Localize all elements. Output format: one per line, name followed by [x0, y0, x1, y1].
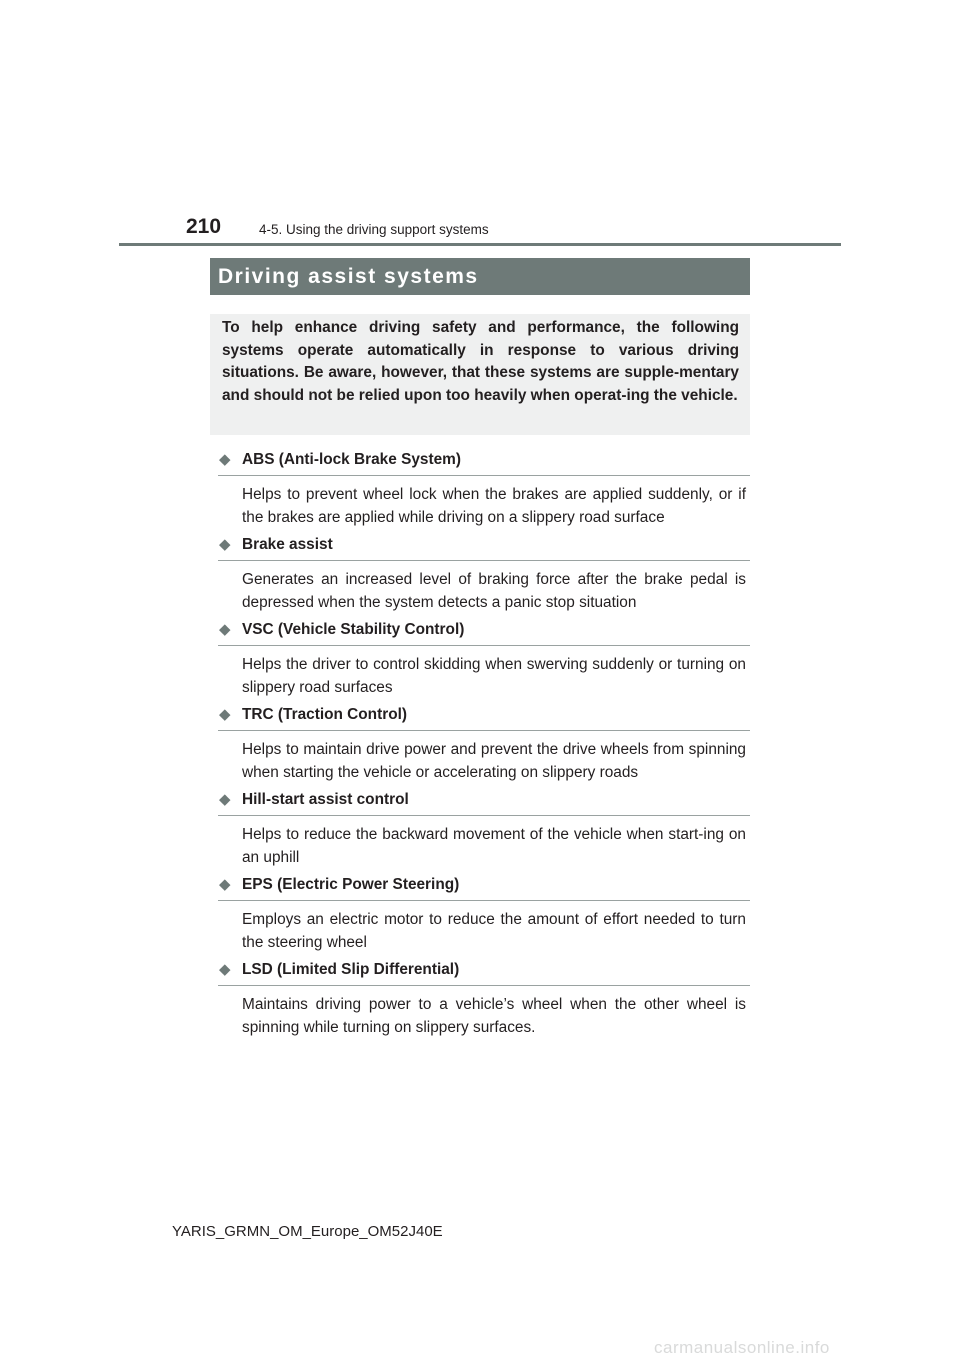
feature-description: Employs an electric motor to reduce the amount of effort needed to turn the steering wheel [242, 911, 746, 951]
diamond-bullet-icon: ◆ [219, 451, 231, 468]
page-title: Driving assist systems [218, 265, 479, 288]
feature-hill-start [218, 791, 750, 869]
feature-title: Hill-start assist control [242, 791, 409, 808]
diamond-bullet-icon: ◆ [219, 536, 231, 553]
feature-brake-assist [218, 536, 750, 614]
diamond-bullet-icon: ◆ [219, 876, 231, 893]
diamond-bullet-icon: ◆ [219, 621, 231, 638]
feature-title: TRC (Traction Control) [242, 706, 408, 723]
intro-text: To help enhance driving safety and performance, the following systems operate automatically in response to various driving situations. Be aware, however, that these systems are supple-mentary and should not be relied upon too heavily when operat-ing the vehicle. [222, 319, 739, 404]
feature-heading [218, 451, 750, 476]
diamond-bullet-icon: ◆ [219, 791, 231, 808]
section-title: 4-5. Using the driving support systems [259, 222, 489, 237]
feature-heading [218, 791, 750, 816]
feature-title: Brake assist [242, 536, 333, 553]
header-rule [119, 243, 841, 246]
feature-heading [218, 621, 750, 646]
feature-title: ABS (Anti-lock Brake System) [242, 451, 461, 468]
feature-trc [218, 706, 750, 784]
page-title-bar [210, 258, 750, 295]
feature-description: Generates an increased level of braking force after the brake pedal is depressed when the system detects a panic stop situation [242, 571, 746, 611]
document-code-footer: YARIS_GRMN_OM_Europe_OM52J40E [172, 1223, 443, 1240]
feature-vsc [218, 621, 750, 699]
feature-heading [218, 876, 750, 901]
feature-title: LSD (Limited Slip Differential) [242, 961, 460, 978]
feature-description: Helps to reduce the backward movement of the vehicle when start-ing on an uphill [242, 826, 746, 866]
feature-lsd [218, 961, 750, 1039]
feature-heading [218, 536, 750, 561]
diamond-bullet-icon: ◆ [219, 961, 231, 978]
feature-heading [218, 706, 750, 731]
feature-title: EPS (Electric Power Steering) [242, 876, 460, 893]
feature-abs [218, 451, 750, 529]
diamond-bullet-icon: ◆ [219, 706, 231, 723]
feature-description: Helps to maintain drive power and prevent the drive wheels from spinning when starting the vehicle or accelerating on slippery roads [242, 741, 746, 781]
feature-eps [218, 876, 750, 954]
feature-heading [218, 961, 750, 986]
watermark: carmanualsonline.info [654, 1338, 830, 1357]
feature-description: Maintains driving power to a vehicle’s wheel when the other wheel is spinning while turning on slippery surfaces. [242, 996, 746, 1036]
page-number: 210 [186, 215, 222, 238]
feature-description: Helps the driver to control skidding when swerving suddenly or turning on slippery road surfaces [242, 656, 746, 696]
intro-box [210, 314, 750, 435]
feature-title: VSC (Vehicle Stability Control) [242, 621, 465, 638]
feature-description: Helps to prevent wheel lock when the brakes are applied suddenly, or if the brakes are applied while driving on a slippery road surface [242, 486, 746, 526]
